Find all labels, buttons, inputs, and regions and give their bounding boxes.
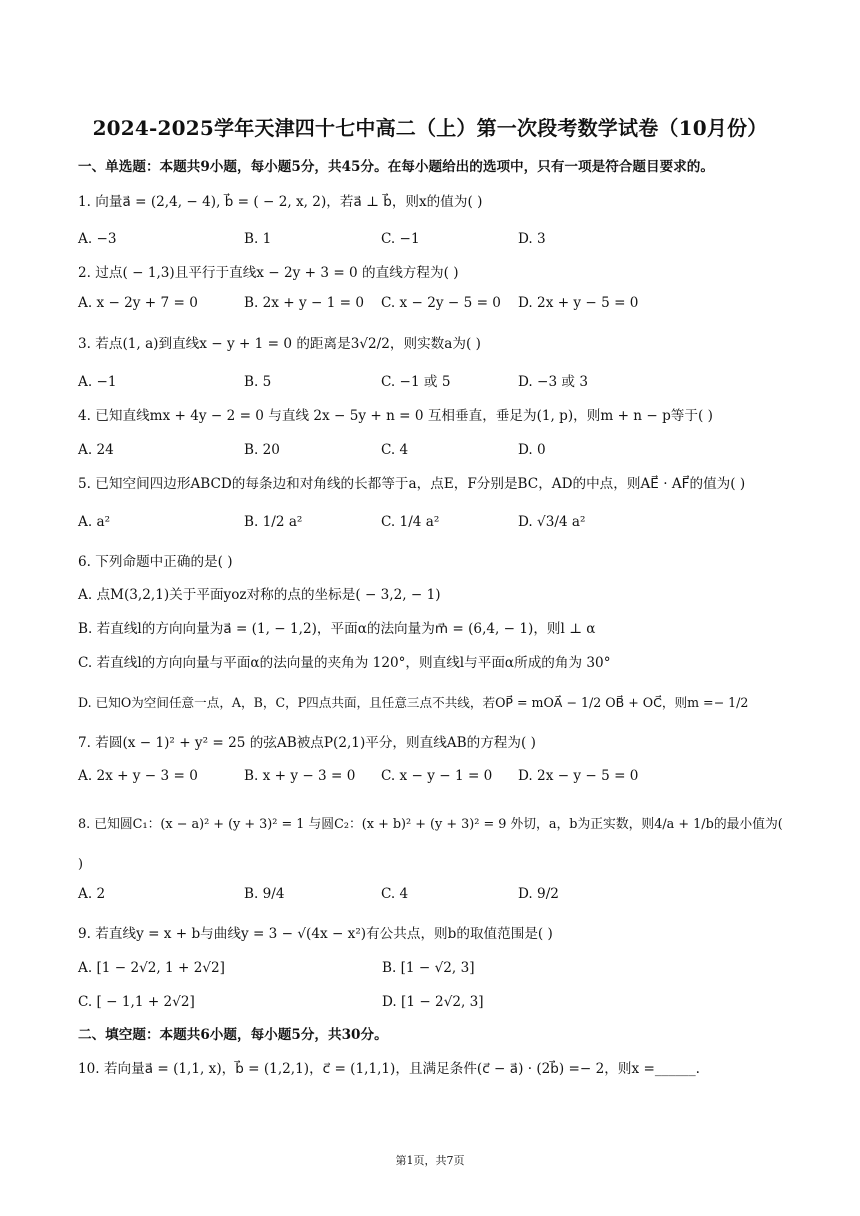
- option-c: C. 4: [381, 886, 409, 902]
- option-b: B. 1/2 a²: [244, 514, 303, 530]
- option-c: C. −1: [381, 231, 420, 247]
- option-a: A. 2: [78, 886, 106, 902]
- question-6-option-d: D. 已知O为空间任意一点，A，B，C，P四点共面，且任意三点不共线，若OP⃗ = mOA⃗ − 1/2 OB⃗ + OC⃗，则m =− 1/2: [78, 695, 749, 710]
- option-d: D. 9/2: [518, 886, 559, 902]
- option-d: D. [1 − 2√2, 3]: [382, 994, 484, 1010]
- option-a: A. −3: [78, 231, 117, 247]
- question-5-stem: 5. 已知空间四边形ABCD的每条边和对角线的长都等于a，点E，F分别是BC，AD的中点，则AE⃗ · AF⃗的值为( ): [78, 476, 746, 492]
- question-10-stem: 10. 若向量a⃗ = (1,1, x)，b⃗ = (1,2,1)，c⃗ = (1,1,1)，且满足条件(c⃗ − a⃗) · (2b⃗) =− 2，则x =______.: [78, 1061, 700, 1077]
- option-a: A. −1: [78, 374, 117, 390]
- option-c: C. x − 2y − 5 = 0: [381, 295, 501, 311]
- question-9-stem: 9. 若直线y = x + b与曲线y = 3 − √(4x − x²)有公共点，则b的取值范围是( ): [78, 926, 553, 942]
- option-c: C. x − y − 1 = 0: [381, 768, 493, 784]
- option-b: B. x + y − 3 = 0: [244, 768, 356, 784]
- option-d: D. −3 或 3: [518, 374, 588, 390]
- question-1-stem: 1. 向量a⃗ = (2,4, − 4), b⃗ = ( − 2, x, 2)，若a⃗ ⊥ b⃗，则x的值为( ): [78, 194, 483, 210]
- option-a: A. 2x + y − 3 = 0: [78, 768, 198, 784]
- option-a: A. 24: [78, 442, 114, 458]
- option-d: D. 2x + y − 5 = 0: [518, 295, 639, 311]
- question-6-stem: 6. 下列命题中正确的是( ): [78, 554, 233, 570]
- option-d: D. 0: [518, 442, 546, 458]
- option-a: A. x − 2y + 7 = 0: [78, 295, 198, 311]
- question-7-stem: 7. 若圆(x − 1)² + y² = 25 的弦AB被点P(2,1)平分，则直线AB的方程为( ): [78, 735, 536, 751]
- option-b: B. [1 − √2, 3]: [382, 960, 475, 976]
- option-c: C. −1 或 5: [381, 374, 451, 390]
- option-c: C. 1/4 a²: [381, 514, 440, 530]
- option-d: D. 2x − y − 5 = 0: [518, 768, 639, 784]
- question-4-stem: 4. 已知直线mx + 4y − 2 = 0 与直线 2x − 5y + n = 0 互相垂直，垂足为(1, p)，则m + n − p等于( ): [78, 408, 713, 424]
- option-b: B. 20: [244, 442, 280, 458]
- page-footer: 第1页，共7页: [395, 1154, 465, 1167]
- option-a: A. [1 − 2√2, 1 + 2√2]: [78, 960, 225, 976]
- option-b: B. 2x + y − 1 = 0: [244, 295, 365, 311]
- option-d: D. √3/4 a²: [518, 514, 586, 530]
- question-2-stem: 2. 过点( − 1,3)且平行于直线x − 2y + 3 = 0 的直线方程为( ): [78, 265, 459, 281]
- question-6-option-b: B. 若直线l的方向向量为a⃗ = (1, − 1,2)，平面α的法向量为m⃗ = (6,4, − 1)，则l ⊥ α: [78, 621, 596, 637]
- option-c: C. [ − 1,1 + 2√2]: [78, 994, 195, 1010]
- section-heading-single-choice: 一、单选题：本题共9小题，每小题5分，共45分。在每小题给出的选项中，只有一项是符合题目要求的。: [78, 159, 714, 175]
- option-d: D. 3: [518, 231, 546, 247]
- question-3-stem: 3. 若点(1, a)到直线x − y + 1 = 0 的距离是3√2/2，则实数a为( ): [78, 336, 481, 352]
- page-title: 2024-2025学年天津四十七中高二（上）第一次段考数学试卷（10月份）: [92, 116, 768, 140]
- option-c: C. 4: [381, 442, 409, 458]
- section-heading-fill-in: 二、填空题：本题共6小题，每小题5分，共30分。: [78, 1027, 388, 1043]
- option-a: A. a²: [78, 514, 111, 530]
- question-6-option-a: A. 点M(3,2,1)关于平面yoz对称的点的坐标是( − 3,2, − 1): [78, 587, 441, 603]
- question-6-option-c: C. 若直线l的方向向量与平面α的法向量的夹角为 120°，则直线l与平面α所成的角为 30°: [78, 655, 611, 671]
- option-b: B. 1: [244, 231, 272, 247]
- option-b: B. 9/4: [244, 886, 285, 902]
- option-b: B. 5: [244, 374, 272, 390]
- question-8-stem: 8. 已知圆C₁：(x − a)² + (y + 3)² = 1 与圆C₂：(x + b)² + (y + 3)² = 9 外切，a，b为正实数，则4/a + 1/b的最小值为( ): [78, 817, 783, 872]
